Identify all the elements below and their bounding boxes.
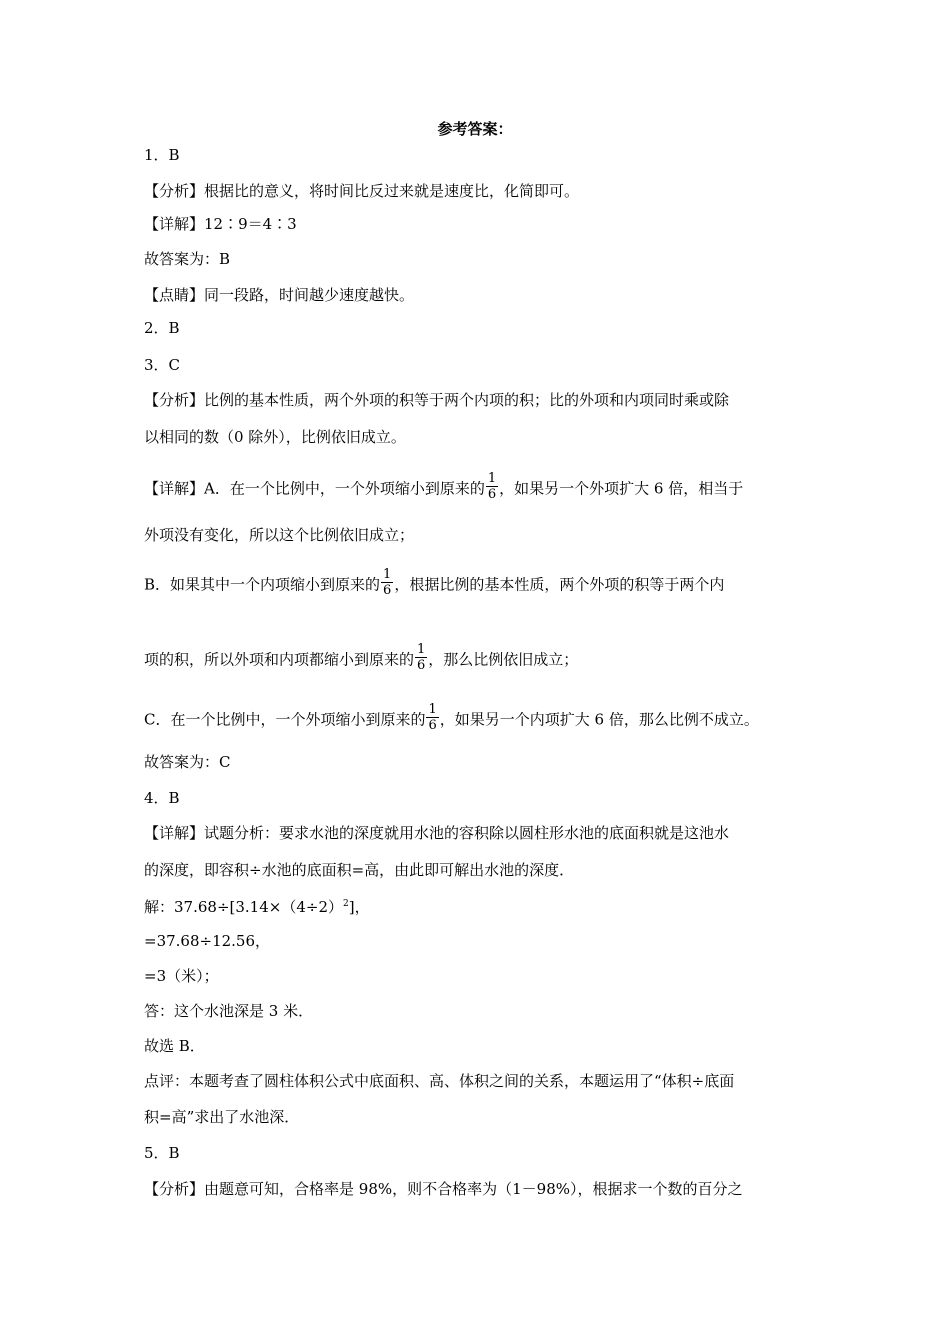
detail-3-line2: 外项没有变化，所以这个比例依旧成立； bbox=[144, 526, 415, 544]
solution-line1 bbox=[144, 894, 370, 917]
detail-4-line1: 【详解】试题分析：要求水池的深度就用水池的容积除以圆柱形水池的底面积就是这池水 bbox=[144, 824, 730, 842]
exponent: 2 bbox=[343, 899, 349, 909]
detail-1: 【详解】12∶9＝4∶3 bbox=[144, 215, 297, 233]
text-segment: ，根据比例的基本性质，两个外项的积等于两个内 bbox=[394, 575, 725, 594]
answer-3: 3．C bbox=[144, 356, 181, 374]
answer-1: 1．B bbox=[144, 146, 180, 164]
page-title: 参考答案： bbox=[437, 120, 513, 138]
text-segment: 项的积，所以外项和内项都缩小到原来的 bbox=[144, 650, 415, 669]
text-segment: 解：37.68÷[3.14×（4÷2） bbox=[144, 898, 343, 916]
text-segment: 【详解】A．在一个比例中，一个外项缩小到原来的 bbox=[144, 479, 485, 498]
detail-3-line1 bbox=[144, 471, 744, 505]
text-segment: ，如果另一个外项扩大 6 倍，相当于 bbox=[499, 479, 744, 498]
text-segment: C．在一个比例中，一个外项缩小到原来的 bbox=[144, 710, 426, 729]
fraction-numerator: 1 bbox=[487, 471, 497, 486]
fraction-numerator: 1 bbox=[428, 702, 437, 717]
solution-line2: =37.68÷12.56， bbox=[144, 932, 271, 950]
fraction-numerator: 1 bbox=[383, 567, 392, 582]
fraction-denominator: 6 bbox=[428, 718, 437, 733]
answer-2: 2．B bbox=[144, 319, 180, 337]
solution-line3: =3（米）； bbox=[144, 967, 219, 985]
text-segment: ，那么比例依旧成立； bbox=[428, 650, 579, 669]
conclusion-1: 故答案为：B bbox=[144, 250, 231, 268]
option-b-line1 bbox=[144, 567, 725, 601]
fraction-denominator: 6 bbox=[383, 583, 392, 598]
analysis-3-line1: 【分析】比例的基本性质，两个外项的积等于两个内项的积；比的外项和内项同时乘或除 bbox=[144, 391, 730, 409]
choose-b: 故选 B． bbox=[144, 1037, 205, 1055]
analysis-3-line2: 以相同的数（0 除外），比例依旧成立。 bbox=[144, 428, 406, 446]
fraction bbox=[381, 567, 393, 598]
fraction bbox=[486, 471, 498, 502]
detail-4-line2: 的深度，即容积÷水池的底面积=高，由此即可解出水池的深度． bbox=[144, 861, 575, 879]
fraction-denominator: 6 bbox=[417, 658, 426, 673]
comment-line1: 点评：本题考查了圆柱体积公式中底面积、高、体积之间的关系，本题运用了“体积÷底面 bbox=[144, 1072, 735, 1090]
solution-answer: 答：这个水池深是 3 米． bbox=[144, 1002, 314, 1020]
conclusion-3: 故答案为：C bbox=[144, 753, 231, 771]
tip-1: 【点睛】同一段路，时间越少速度越快。 bbox=[144, 286, 415, 304]
fraction-denominator: 6 bbox=[487, 487, 497, 502]
analysis-1: 【分析】根据比的意义，将时间比反过来就是速度比，化简即可。 bbox=[144, 182, 580, 200]
text-segment: ]， bbox=[348, 898, 370, 916]
analysis-5: 【分析】由题意可知，合格率是 98%，则不合格率为（1－98%），根据求一个数的百分之 bbox=[144, 1180, 743, 1198]
text-segment: ，如果另一个内项扩大 6 倍，那么比例不成立。 bbox=[439, 710, 759, 729]
fraction-numerator: 1 bbox=[417, 642, 426, 657]
answer-5: 5．B bbox=[144, 1144, 180, 1162]
option-b-line2 bbox=[144, 642, 579, 676]
comment-line2: 积=高”求出了水池深． bbox=[144, 1108, 300, 1126]
answer-4: 4．B bbox=[144, 789, 180, 807]
fraction bbox=[415, 642, 427, 673]
text-segment: B．如果其中一个内项缩小到原来的 bbox=[144, 575, 381, 594]
option-c-line bbox=[144, 702, 759, 736]
fraction bbox=[426, 702, 438, 733]
